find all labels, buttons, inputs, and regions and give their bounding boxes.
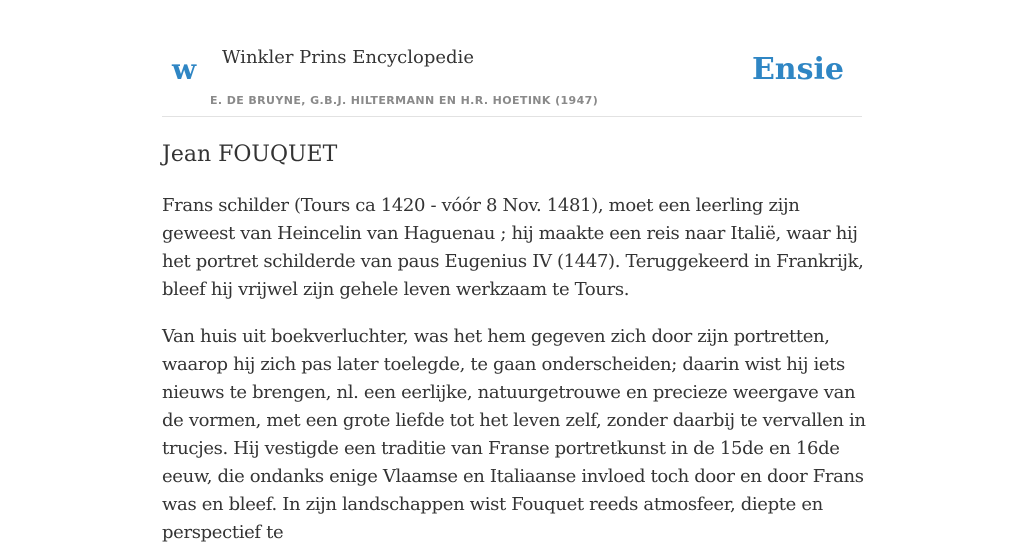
- article-title: Jean FOUQUET: [162, 142, 338, 167]
- source-title[interactable]: Winkler Prins Encyclopedie: [222, 47, 474, 68]
- article-paragraph: Frans schilder (Tours ca 1420 - vóór 8 Nov. 1481), moet een leerling zijn geweest van Heincelin van Haguenau ; hij maakte een reis naar Italië, waar hij het portret schilderde van paus Eugenius IV (1447). Teruggekeerd in Frankrijk, bleef hij vrijwel zijn gehele leven werkzaam te Tours.: [162, 195, 864, 300]
- winkler-prins-logo[interactable]: w: [172, 53, 197, 86]
- article-body: [162, 138, 867, 547]
- site-header: [162, 0, 862, 117]
- article-paragraph: Van huis uit boekverluchter, was het hem gegeven zich door zijn portretten, waarop hij zich pas later toelegde, te gaan onderscheiden; daarin wist hij iets nieuws te brengen, nl. een eerlijke, natuurgetrouwe en precieze weergave van de vormen, met een grote liefde tot het leven zelf, zonder daarbij te vervallen in trucjes. Hij vestigde een traditie van Franse portretkunst in de 15de en 16de eeuw, die ondanks enige Vlaamse en Italiaanse invloed toch door en door Frans was en bleef. In zijn landschappen wist Fouquet reeds atmosfeer, diepte en perspectief te: [162, 326, 866, 543]
- source-authors: E. DE BRUYNE, G.B.J. HILTERMANN EN H.R. HOETINK (1947): [210, 94, 599, 107]
- ensie-logo[interactable]: Ensie: [751, 52, 844, 87]
